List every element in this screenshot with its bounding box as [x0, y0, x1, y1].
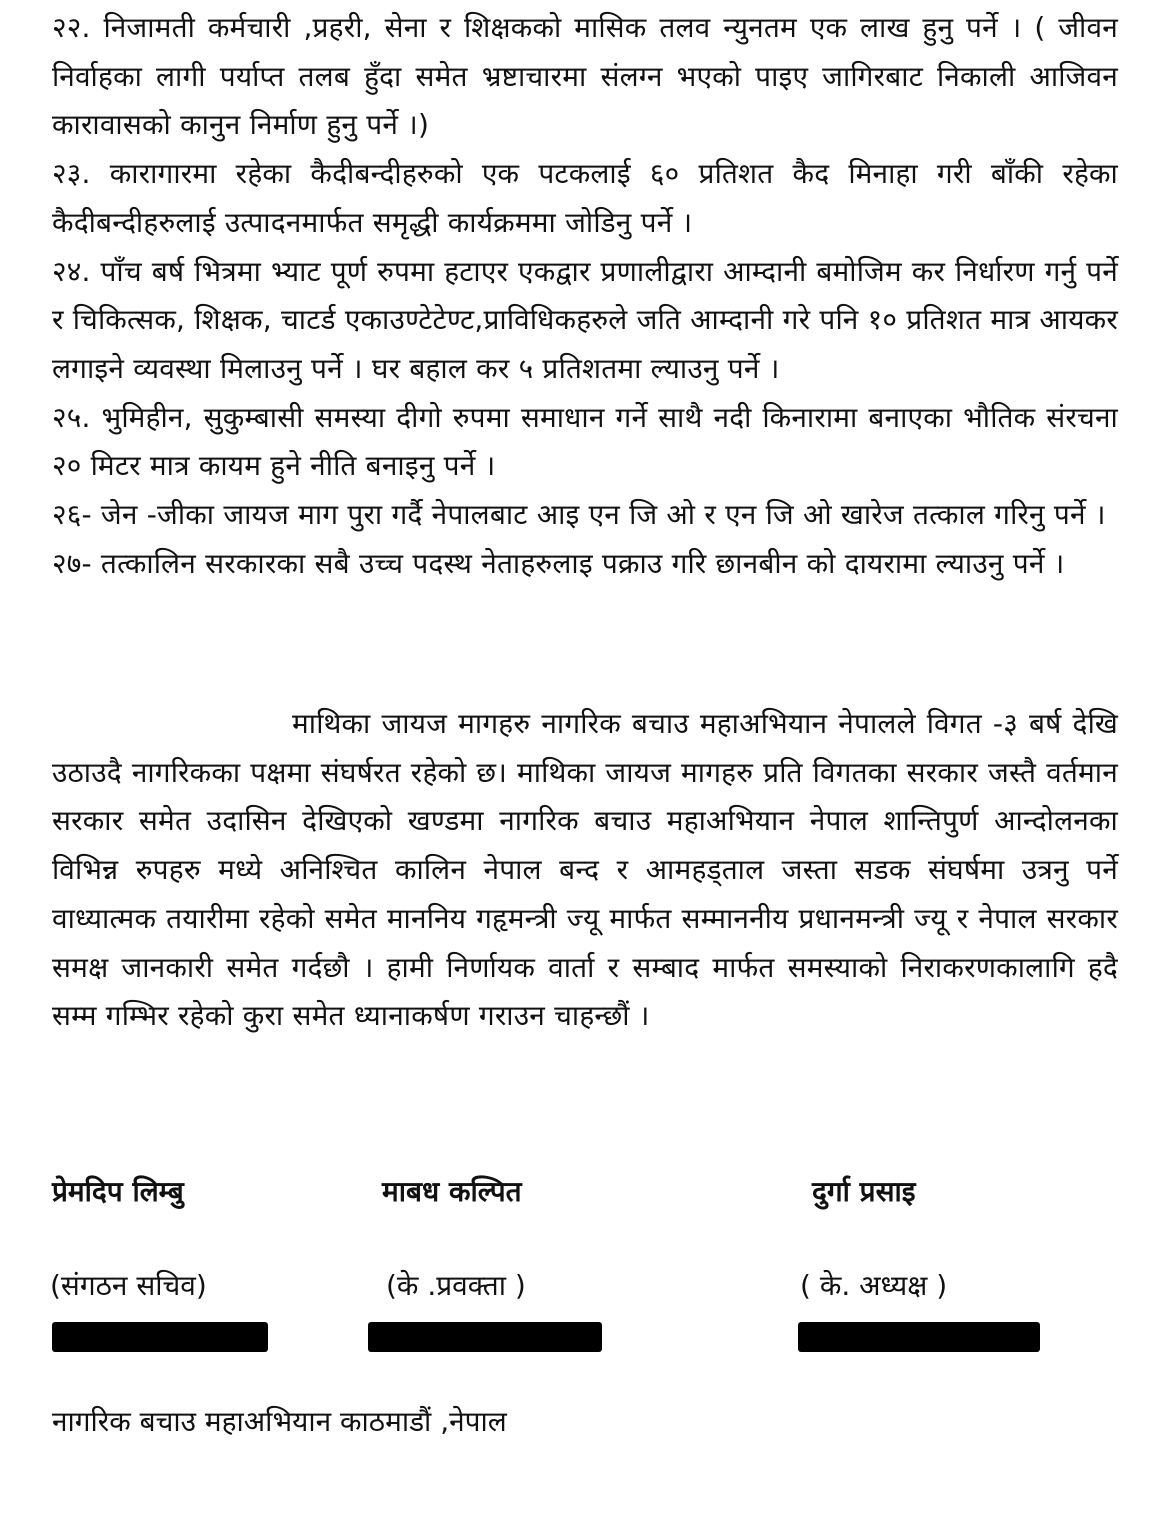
signatory-name-2: माबध कल्पित — [382, 1175, 522, 1208]
closing-paragraph: माथिका जायज मागहरु नागरिक बचाउ महाअभियान नेपालले विगत -३ बर्ष देखि उठाउदै नागरिकका पक्षमा संघर्षरत रहेको छ। माथिका जायज मागहरु प्रति विगतका सरकार जस्तै वर्तमान सरकार समेत उदासिन देखिएको खण्डमा नागरिक बचाउ महाअभियान नेपाल शान्तिपुर्ण आन्दोलनका विभिन्न रुपहरु मध्ये अनिश्चित कालिन नेपाल बन्द र आमहड्ताल जस्ता सडक संघर्षमा उत्रनु पर्ने वाध्यात्मक तयारीमा रहेको समेत माननिय गहृमन्त्री ज्यू मार्फत सम्माननीय प्रधानमन्त्री ज्यू र नेपाल सरकार समक्ष जानकारी समेत गर्दछौ । हामी निर्णायक वार्ता र सम्बाद मार्फत समस्याको निराकरणकालागि हदै सम्म गम्भिर रहेको कुरा समेत ध्यानाकर्षण गराउन चाहन्छौं । — [52, 707, 1118, 1033]
signatory-role-3: ( के. अध्यक्ष ) — [800, 1269, 948, 1302]
signatory-role-1: (संगठन सचिव) — [50, 1269, 207, 1302]
signatory-name-1: प्रेमदिप लिम्बु — [52, 1175, 184, 1208]
demand-item-27: २७- तत्कालिन सरकारका सबै उच्च पदस्थ नेताहरुलाइ पक्राउ गरि छानबीन को दायरामा ल्याउनु पर्ने । — [52, 546, 1065, 580]
demand-item-23: २३. कारागारमा रहेका कैदीबन्दीहरुको एक पटकलाई ६० प्रतिशत कैद मिनाहा गरी बाँकी रहेका कैदीबन्दीहरुलाई उत्पादनमार्फत समृद्धी कार्यक्रममा जोडिनु पर्ने । — [52, 157, 1118, 239]
demand-item-24: २४. पाँच बर्ष भित्रमा भ्याट पूर्ण रुपमा हटाएर एकद्वार प्रणालीद्वारा आम्दानी बमोजिम कर निर्धारण गर्नु पर्ने र चिकित्सक, शिक्षक, चाटर्ड एकाउण्टेटेण्ट,प्राविधिकहरुले जति आम्दानी गरे पनि १० प्रतिशत मात्र आयकर लगाइने व्यवस्था मिलाउनु पर्ने । घर बहाल कर ५ प्रतिशतमा ल्याउनु पर्ने । — [52, 254, 1118, 385]
signatory-name-3: दुर्गा प्रसाइ — [812, 1175, 916, 1208]
redaction-bar-2 — [368, 1322, 602, 1352]
demand-item-25: २५. भुमिहीन, सुकुम्बासी समस्या दीगो रुपमा समाधान गर्ने साथै नदी किनारामा बनाएका भौतिक संरचना २० मिटर मात्र कायम हुने नीति बनाइनु पर्ने । — [52, 400, 1118, 483]
signatory-role-2: (के .प्रवक्ता ) — [386, 1269, 526, 1302]
redaction-bar-1 — [52, 1322, 268, 1352]
organization-footer: नागरिक बचाउ महाअभियान काठमाडौं ,नेपाल — [52, 1405, 507, 1438]
redaction-bar-3 — [798, 1322, 1040, 1352]
demand-item-26: २६- जेन -जीका जायज माग पुरा गर्दै नेपालबाट आइ एन जि ओ र एन जि ओ खारेज तत्काल गरिनु पर्ने । — [52, 498, 1106, 532]
demand-item-22: २२. निजामती कर्मचारी ,प्रहरी, सेना र शिक्षकको मासिक तलव न्युनतम एक लाख हुनु पर्ने । ( जीवन निर्वाहका लागी पर्याप्त तलब हुँदा समेत भ्रष्टाचारमा संलग्न भएको पाइए जागिरबाट निकाली आजिवन कारावासको कानुन निर्माण हुनु पर्ने ।) — [52, 11, 1118, 142]
demand-list — [52, 4, 1118, 588]
